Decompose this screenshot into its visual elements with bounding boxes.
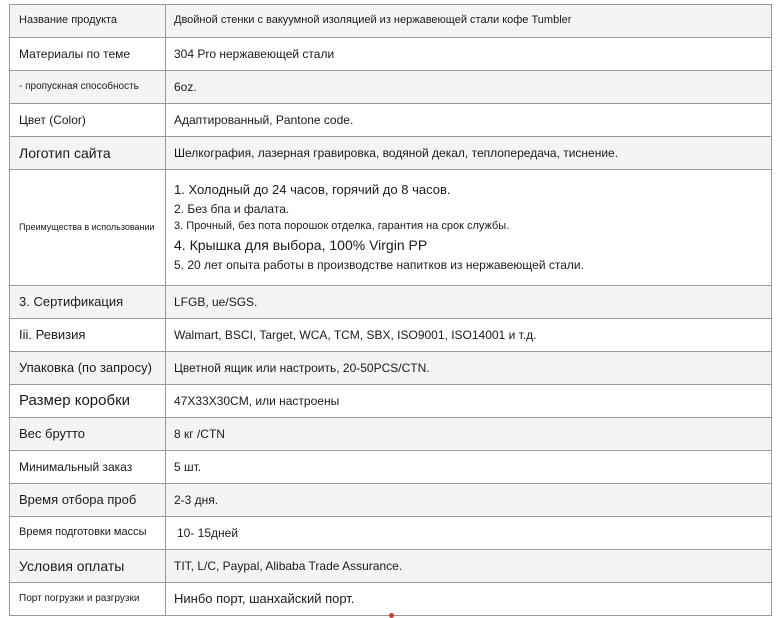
advantage-item: 3. Прочный, без пота порошок отделка, гарантия на срок службы. [174,220,510,233]
row-label-carton-size: Размер коробки [10,385,166,418]
row-label-moq: Минимальный заказ [10,451,166,484]
row-value-audit: Walmart, BSCI, Target, WCA, TCM, SBX, ISO9001, ISO14001 и т.д. [166,319,772,352]
row-label-material: Материалы по теме [10,38,166,71]
row-value-sample-time: 2-3 дня. [166,484,772,517]
table-row [10,5,772,38]
row-label-port: Порт погрузки и разгрузки [10,583,166,616]
row-label-certification: 3. Сертификация [10,286,166,319]
row-value-packing: Цветной ящик или настроить, 20-50PCS/CTN. [166,352,772,385]
row-label-advantages: Преимущества в использовании [10,170,166,286]
table-row [10,137,772,170]
row-label-color: Цвет (Color) [10,104,166,137]
table-row [10,319,772,352]
product-spec-table [9,4,772,616]
row-value-capacity: 6oz. [166,71,772,104]
row-label-capacity: - пропускная способность [10,71,166,104]
row-value-gross-weight: 8 кг /CTN [166,418,772,451]
row-value-moq: 5 шт. [166,451,772,484]
table-row [10,418,772,451]
row-value-material: 304 Pro нержавеющей стали [166,38,772,71]
row-value-carton-size: 47X33X30CM, или настроены [166,385,772,418]
row-value-lead-time: 10- 15дней [166,517,772,550]
row-label-packing: Упаковка (по запросу) [10,352,166,385]
table-row [10,484,772,517]
row-label-audit: Iii. Ревизия [10,319,166,352]
table-row [10,104,772,137]
table-row [10,451,772,484]
table-row [10,170,772,286]
advantage-item: 5. 20 лет опыта работы в производстве напитков из нержавеющей стали. [174,258,584,273]
table-row [10,385,772,418]
table-row [10,550,772,583]
table-row [10,286,772,319]
row-label-lead-time: Время подготовки массы [10,517,166,550]
row-value-advantages [166,170,772,286]
table-row [10,583,772,616]
row-label-sample-time: Время отбора проб [10,484,166,517]
row-value-port: Нинбо порт, шанхайский порт. [166,583,772,616]
row-value-product-name: Двойной стенки с вакуумной изоляцией из нержавеющей стали кофе Tumbler [166,5,772,38]
row-label-gross-weight: Вес брутто [10,418,166,451]
row-value-logo: Шелкография, лазерная гравировка, водяной декал, теплопередача, тиснение. [166,137,772,170]
advantage-item: 1. Холодный до 24 часов, горячий до 8 часов. [174,182,451,198]
advantage-item: 4. Крышка для выбора, 100% Virgin PP [174,237,428,254]
row-value-color: Адаптированный, Pantone code. [166,104,772,137]
table-row [10,517,772,550]
row-label-logo: Логотип сайта [10,137,166,170]
table-row [10,71,772,104]
advantage-item: 2. Без бпа и фалата. [174,201,290,216]
red-dot-mark [389,613,394,618]
row-label-payment: Условия оплаты [10,550,166,583]
table-row [10,352,772,385]
row-label-product-name: Название продукта [10,5,166,38]
row-value-certification: LFGB, ue/SGS. [166,286,772,319]
table-row [10,38,772,71]
row-value-payment: TIT, L/C, Paypal, Alibaba Trade Assurance. [166,550,772,583]
